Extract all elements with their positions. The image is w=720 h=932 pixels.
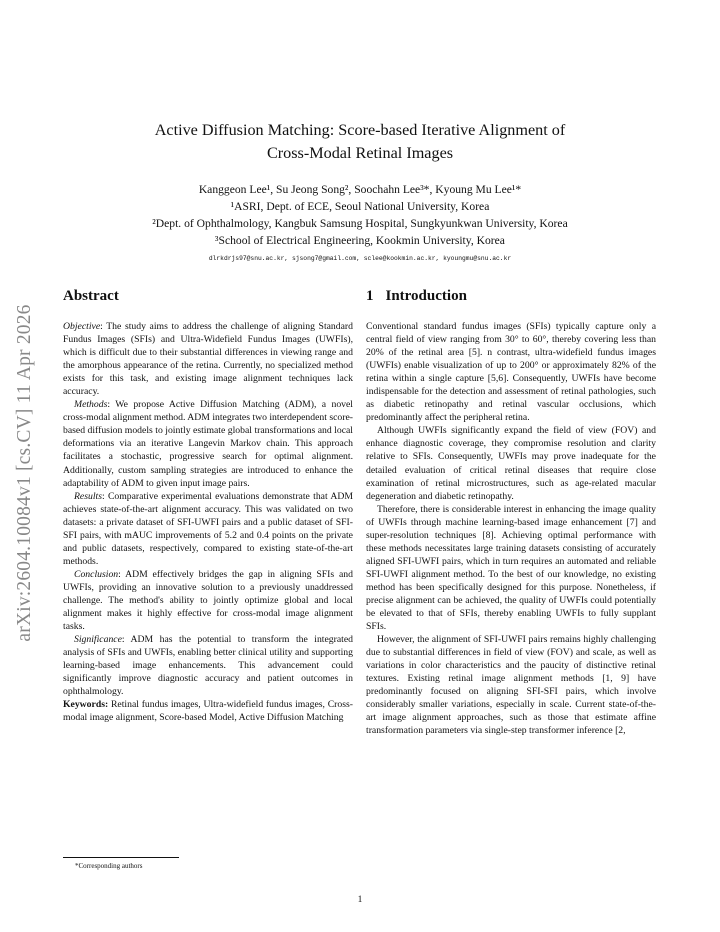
affiliation-2: ²Dept. of Ophthalmology, Kangbuk Samsung Hospital, Sungkyunkwan University, Korea — [152, 217, 568, 230]
affiliation-1: ¹ASRI, Dept. of ECE, Seoul National University, Korea — [230, 200, 490, 213]
section-number: 1 — [366, 288, 374, 304]
author-emails: dlrkdrjs97@snu.ac.kr, sjsong7@gmail.com, sclee@kookmin.ac.kr, kyoungmu@snu.ac.kr — [208, 255, 512, 262]
abstract-results — [63, 490, 353, 568]
conclusion-label: Conclusion — [74, 568, 119, 580]
significance-text: : ADM has the potential to transform the integrated analysis of SFIs and UWFIs, enabling better clinical utility and supporting learning-based image enhancements. This advancement could significantly improve diagnostic accuracy and patient outcomes in ophthalmology. — [63, 634, 353, 698]
abstract-conclusion — [63, 568, 353, 633]
intro-paragraph-3: Therefore, there is considerable interest in enhancing the image quality of UWFIs through machine learning-based image enhancement [7] and super-resolution techniques [8]. Achieving optimal performance with these methods necessitates large training datasets consisting of accurately aligned SFI-UWFI pairs, which in turn requires an automated and reliable SFI-UWFI alignment method. To the best of our knowledge, no existing method has been specifically designed for this purpose. Nonetheless, if precise alignment can be achieved, the quality of UWFIs could potentially be elevated to that of SFIs, thereby enabling UWFIs to fully supplant SFIs. — [366, 503, 656, 633]
footnote-corresponding: *Corresponding authors — [75, 862, 143, 870]
significance-label: Significance — [74, 634, 122, 646]
intro-paragraph-2: Although UWFIs significantly expand the field of view (FOV) and enhance diagnostic coverage, they compromise resolution and clarity relative to SFIs. Consequently, UWFIs may prove inadequate for the detailed evaluation of critical retinal diseases that require close examination of retinal microstructures, such as age-related macular degeneration and diabetic retinopathy. — [366, 425, 656, 502]
author-list: Kanggeon Lee¹, Su Jeong Song², Soochahn Lee³*, Kyoung Mu Lee¹* — [198, 183, 522, 196]
results-text: : Comparative experimental evaluations demonstrate that ADM achieves state-of-the-art alignment accuracy. This was validated on two datasets: a private dataset of SFI-UWFI pairs and a public dataset of SFI-SFI pairs, with mAUC improvements of 5.2 and 0.4 points on the private and public datasets, respectively, compared to existing state-of-the-art methods. — [63, 490, 353, 567]
results-label: Results — [74, 490, 102, 502]
keywords-label: Keywords: — [63, 699, 109, 711]
title-line-2: Cross-Modal Retinal Images — [266, 144, 454, 162]
title-line-1: Active Diffusion Matching: Score-based Iterative Alignment of — [154, 121, 566, 139]
arxiv-sidebar — [10, 258, 40, 688]
affiliation-3: ³School of Electrical Engineering, Kookmin University, Korea — [215, 234, 505, 247]
introduction-heading — [366, 288, 656, 305]
section-title: Introduction — [385, 288, 467, 304]
abstract-methods — [63, 398, 353, 489]
objective-label: Objective — [63, 321, 101, 332]
abstract-objective — [63, 320, 353, 398]
objective-text: : The study aims to address the challenge of aligning Standard Fundus Images (SFIs) and Ultra-Widefield Fundus Images (UWFIs), which is difficult due to their substantial differences in viewing range and the amorphous appearance of the retina. Currently, no specialized method exists for this task, and existing image alignment techniques lack accuracy. — [63, 321, 353, 398]
intro-paragraph-4: However, the alignment of SFI-UWFI pairs remains highly challenging due to substantial differences in field of view (FOV) and scale, as well as variations in color characteristics and the paucity of distinctive retinal textures. Existing retinal image alignment methods [1, 9] have predominantly focused on aligning SFI-SFI pairs, which involve considerably smaller variations, especially in scale. Current state-of-the-art image alignment approaches, such as those that estimate affine transformation parameters via single-step transformer inference [2, — [366, 634, 656, 737]
paper-title — [80, 119, 640, 165]
arxiv-identifier: arXiv:2604.10084v1 [cs.CV] 11 Apr 2026 — [14, 304, 35, 642]
page-number: 1 — [357, 895, 363, 905]
abstract-heading: Abstract — [63, 288, 119, 304]
abstract-significance — [63, 633, 353, 698]
author-block — [50, 181, 670, 267]
conclusion-text: : ADM effectively bridges the gap in aligning SFIs and UWFIs, providing an innovative solution to a previously unaddressed challenge. The method's ability to jointly optimize global and local alignment makes it highly effective for cross-modal image alignment tasks. — [63, 568, 353, 633]
abstract-keywords — [63, 698, 353, 724]
abstract-column — [63, 288, 353, 724]
footnote-rule — [63, 857, 179, 858]
introduction-column — [366, 288, 656, 738]
methods-text: : We propose Active Diffusion Matching (ADM), a novel cross-modal alignment method. ADM integrates two interdependent score-based diffusion models to jointly estimate global transformations and local deformations via an iterative Langevin Markov chain. This approach facilitates a stochastic, progressive search for optimal alignment. Additionally, custom sampling strategies are introduced to enhance the adaptability of ADM to given input image pairs. — [63, 399, 354, 489]
methods-label: Methods — [74, 399, 108, 411]
keywords-text: Retinal fundus images, Ultra-widefield fundus images, Cross-modal image alignment, Score-based Model, Active Diffusion Matching — [63, 699, 353, 724]
intro-paragraph-1: Conventional standard fundus images (SFIs) typically capture only a central field of view ranging from 30° to 60°, thereby covering less than 20% of the retinal area [5]. n contrast, ultra-widefield fundus images (UWFIs) enable visualization of up to 200° or approximately 82% of the retina within a single capture [5,6]. Consequently, UWFIs have become indispensable for the detection and assessment of retinal pathologies, such as diabetic retinopathy and retinal vascular occlusions, which predominantly affect the peripheral retina. — [366, 321, 656, 424]
